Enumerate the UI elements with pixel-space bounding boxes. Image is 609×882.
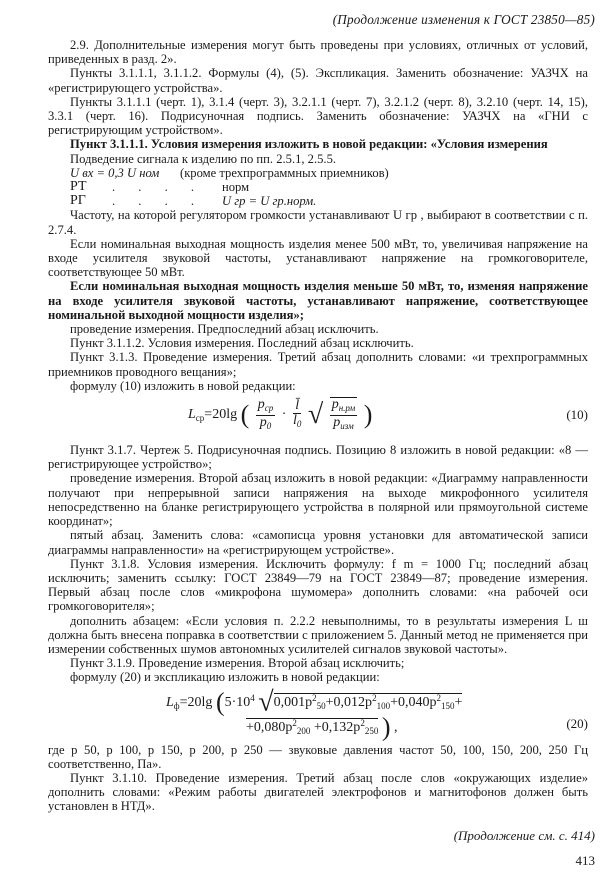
paragraph: дополнить абзацем: «Если условия п. 2.2.2 невыполнимы, то в результаты измерения L ш должна быть внесена поправка в соответствии с приложением 5. Данный метод не применяется при измерении собственных шумов автономных усилителей сигналов звуковой частоты». — [48, 613, 588, 656]
paragraph: Пункт 3.1.3. Проведение измерения. Третий абзац дополнить словами: «и трехпрограммных приемников проводного вещания»; — [48, 350, 588, 379]
formula-20 — [48, 686, 588, 742]
page-number: 413 — [575, 853, 595, 868]
rg-label: РГ — [70, 193, 86, 209]
paragraph: Пункт 3.1.9. Проведение измерения. Второй абзац исключить; — [70, 656, 405, 671]
formula-20-number: (20) — [566, 715, 588, 731]
formula-20-line1: $L_ф=20\lg$ ($5\cdot 10^4$ $√0,001p^2_{50}+0,012p^2_{100}+0,040p^2_{150}+$ — [166, 686, 463, 718]
formula-10-body: $L_{ср}=20\lg$ ( $\frac{p_{ср}}{p_0}$ · $\frac{l̄}{l_0}$ √ $\frac{p_{н.рм}}{p_{изм}}$ ) — [188, 396, 373, 432]
rg-dots: . . . . — [112, 194, 205, 209]
paragraph: Пункты 3.1.1.1, 3.1.1.2. Формулы (4), (5). Экспликация. Заменить обозначение: УАЗЧХ на «регистрирующего устройства». — [48, 66, 588, 95]
paragraph: Пункт 3.1.8. Условия измерения. Исключить формулу: f m = 1000 Гц; последний абзац исключить; заменить ссылку: ГОСТ 23849—79 на ГОСТ 23849—87; проведение измерения. Первый абзац после слов «микрофона шумомера» дополнить словами: «на рабочей оси громкоговорителя»; — [48, 556, 588, 614]
condition-rg — [48, 194, 588, 208]
uvx-equation: U вх = 0,3 U ном — [70, 165, 160, 180]
condition-rt — [48, 180, 588, 194]
document-body — [48, 38, 588, 814]
condition-uvx — [48, 166, 588, 180]
rt-value: норм — [222, 180, 250, 195]
paragraph: Если номинальная выходная мощность изделия меньше 50 мВт, то, изменяя напряжение на входе усилителя звуковой частоты, устанавливают напряжение, соответствующее номинальной выходной мощности изделия»; — [48, 279, 588, 322]
rt-label: РТ — [70, 179, 87, 195]
uvx-note: (кроме трехпрограммных приемников) — [180, 165, 389, 180]
paragraph: 2.9. Дополнительные измерения могут быть проведены при условиях, отличных от условий, приведенных в разд. 2». — [48, 38, 588, 67]
rg-value: U гр = U гр.норм. — [222, 194, 317, 209]
paragraph: где p 50, p 100, p 150, p 200, p 250 — звуковые давления частот 50, 100, 150, 200, 250 Гц соответственно, Па». — [48, 742, 588, 771]
continuation-note: (Продолжение см. с. 414) — [453, 828, 595, 843]
paragraph: Пункт 3.1.1.2. Условия измерения. Последний абзац исключить. — [70, 336, 414, 351]
paragraph: пятый абзац. Заменить слова: «самописца уровня установки для автоматической записи диаграммы направленности» на «регистрирующем устройстве». — [48, 528, 588, 557]
rt-dots: . . . . — [112, 180, 205, 195]
paragraph: Пункт 3.1.7. Чертеж 5. Подрисуночная подпись. Позицию 8 изложить в новой редакции: «8 — регистрирующее устройство»; — [48, 443, 588, 472]
paragraph: Пункты 3.1.1.1 (черт. 1), 3.1.4 (черт. 3), 3.2.1.1 (черт. 7), 3.2.1.2 (черт. 8), 3.2.10 (черт. 14, 15), 3.3.1 (черт. 16). Подрисуночная подпись. Заменить обозначение: УАЗЧХ на «ГНИ с регистрирующим устройством». — [48, 94, 588, 138]
paragraph: Если номинальная выходная мощность изделия менее 500 мВт, то, увеличивая напряжение на входе усилителя звуковой частоты, устанавливают напряжение на громкоговорителе, соответствующее 50 мВт. — [48, 236, 588, 280]
formula-20-line2: $+0,080p^2_{200} +0,132p^2_{250}$ ) , — [246, 712, 398, 742]
running-header: (Продолжение изменения к ГОСТ 23850—85) — [332, 12, 595, 27]
paragraph: Пункт 3.1.10. Проведение измерения. Третий абзац после слов «окружающих изделие» дополнить словами: «Режим работы двигателей электрофонов и магнитофонов должен быть установлен в НТД». — [48, 770, 588, 814]
paragraph: Пункт 3.1.1.1. Условия измерения изложить в новой редакции: «Условия измерения — [70, 137, 548, 152]
paragraph: Частоту, на которой регулятором громкости устанавливают U гр , выбирают в соответствии с п. 2.7.4. — [48, 208, 588, 237]
paragraph: проведение измерения. Предпоследний абзац исключить. — [70, 322, 379, 337]
paragraph: проведение измерения. Второй абзац изложить в новой редакции: «Диаграмму направленности получают при непрерывной записи напряжения на выходе микрофонного усилителя непосредственно на бланке регистрирующего устройства в полярной или прямоугольной системе координат»; — [48, 471, 588, 529]
formula-10 — [48, 397, 588, 437]
paragraph: формулу (10) изложить в новой редакции: — [70, 378, 296, 393]
paragraph: Подведение сигнала к изделию по пп. 2.5.1, 2.5.5. — [70, 151, 337, 166]
formula-10-number: (10) — [566, 407, 588, 423]
paragraph: формулу (20) и экспликацию изложить в новой редакции: — [70, 670, 380, 685]
